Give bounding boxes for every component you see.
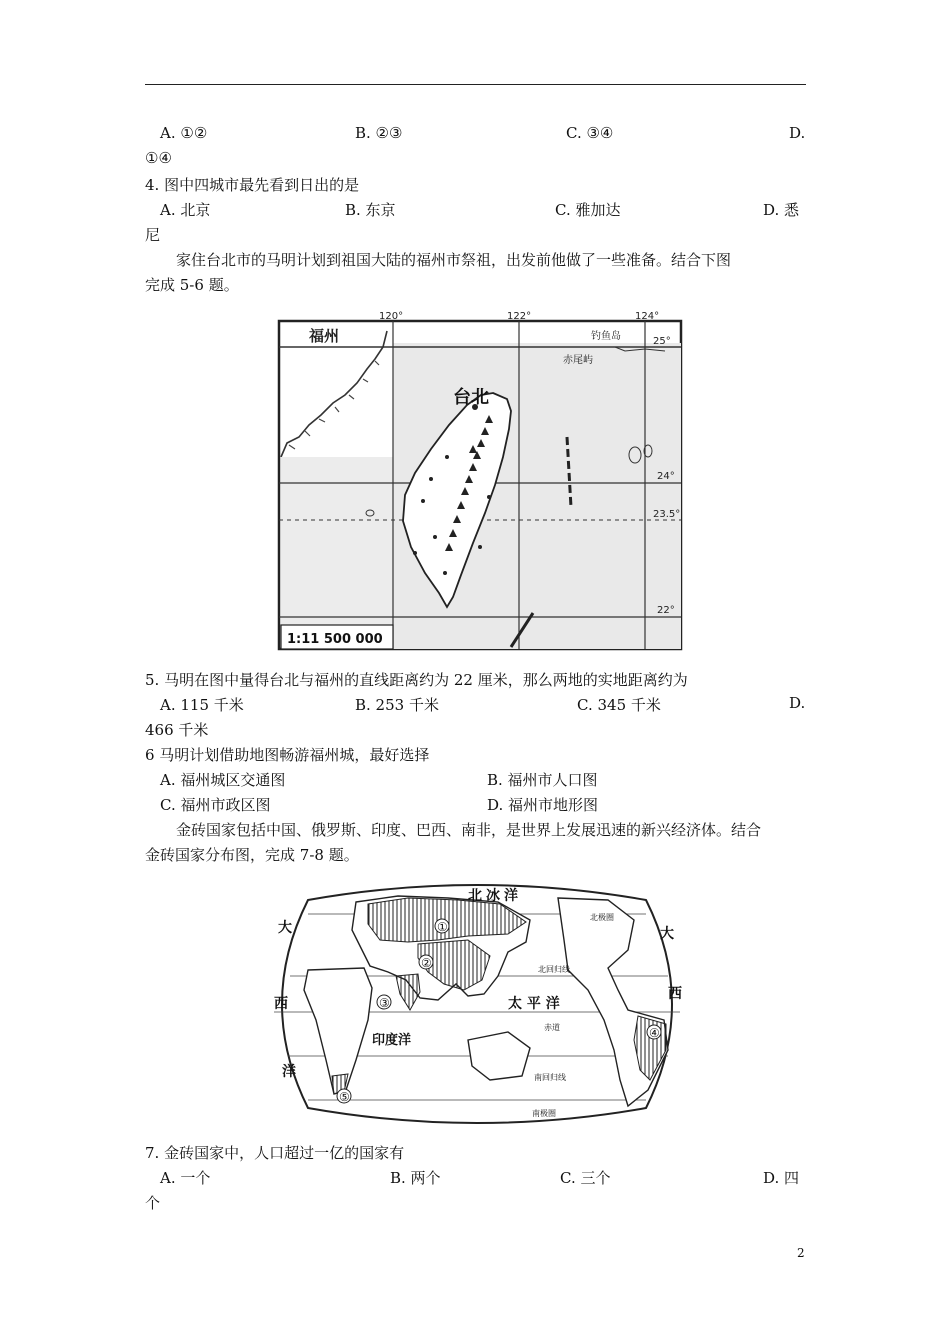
label-atlantic-right-2: 西 (668, 986, 682, 1002)
intro-7-8-line1: 金砖国家包括中国、俄罗斯、印度、巴西、南非，是世界上发展迅速的新兴经济体。结合 (176, 821, 762, 839)
q5-option-d-prefix[interactable]: D. (789, 694, 806, 712)
marker-4: ④ (649, 1026, 660, 1040)
lon-label-120: 120° (379, 311, 404, 322)
city-fuzhou: 福州 (309, 327, 340, 345)
q3-option-a[interactable]: A. ①② (160, 124, 208, 142)
q5-option-a[interactable]: A. 115 千米 (160, 696, 244, 714)
city-taipei: 台北 (453, 387, 489, 408)
q7-option-c[interactable]: C. 三个 (560, 1169, 611, 1187)
q5-stem: 5. 马明在图中量得台北与福州的直线距离约为 22 厘米，那么两地的实地距离约为 (145, 671, 688, 689)
intro-7-8-line2: 金砖国家分布图，完成 7-8 题。 (145, 846, 359, 864)
lat-label-25: 25° (653, 336, 671, 347)
lat-label-22: 22° (657, 605, 675, 616)
label-arctic-ocean: 北冰洋 (468, 888, 522, 904)
q3-option-d-text: ①④ (145, 149, 172, 167)
page-number: 2 (797, 1246, 805, 1260)
label-atlantic-left-2: 西 (274, 996, 288, 1012)
q4-option-a[interactable]: A. 北京 (160, 201, 211, 219)
q4-stem: 4. 图中四城市最先看到日出的是 (145, 176, 360, 194)
lat-label-24: 24° (657, 471, 675, 482)
q7-option-b[interactable]: B. 两个 (390, 1169, 441, 1187)
label-antarctic-circle: 南极圈 (532, 1109, 556, 1118)
marker-3: ③ (379, 996, 390, 1010)
q4-option-d-tail: 尼 (145, 226, 161, 244)
intro-5-6-line1: 家住台北市的马明计划到祖国大陆的福州市祭祖，出发前他做了一些准备。结合下图 (176, 251, 732, 269)
q6-stem: 6 马明计划借助地图畅游福州城，最好选择 (145, 746, 430, 764)
q5-option-c[interactable]: C. 345 千米 (577, 696, 661, 714)
label-atlantic-left-3: 洋 (282, 1064, 296, 1080)
label-tropic-cancer: 北回归线 (538, 965, 570, 974)
island-chiwei: 赤尾屿 (563, 355, 593, 366)
q4-option-c[interactable]: C. 雅加达 (555, 201, 621, 219)
label-arctic-circle: 北极圈 (590, 913, 614, 922)
q4-option-d-prefix[interactable]: D. 悉 (763, 201, 800, 219)
q4-option-b[interactable]: B. 东京 (345, 201, 396, 219)
island-diaoyu: 钓鱼岛 (591, 331, 621, 342)
q3-option-b[interactable]: B. ②③ (355, 124, 403, 142)
label-atlantic-right-1: 大 (660, 926, 674, 942)
q6-option-c[interactable]: C. 福州市政区图 (160, 796, 271, 814)
q7-option-d-tail: 个 (145, 1194, 161, 1212)
marker-1: ① (437, 920, 448, 934)
label-equator: 赤道 (544, 1023, 560, 1032)
lon-label-124: 124° (635, 311, 660, 322)
map-scale: 1:11 500 000 (287, 632, 383, 647)
q6-option-d[interactable]: D. 福州市地形图 (487, 796, 599, 814)
q6-option-a[interactable]: A. 福州城区交通图 (160, 771, 286, 789)
q7-option-d-prefix[interactable]: D. 四 (763, 1169, 800, 1187)
header-rule (145, 84, 806, 85)
lat-label-23-5: 23.5° (653, 509, 681, 520)
q5-option-b[interactable]: B. 253 千米 (355, 696, 439, 714)
label-indian-ocean: 印度洋 (372, 1033, 412, 1048)
marker-5: ⑤ (339, 1090, 350, 1104)
q5-option-d-text: 466 千米 (145, 721, 209, 739)
q3-option-d-prefix[interactable]: D. (789, 124, 806, 142)
q6-option-b[interactable]: B. 福州市人口图 (487, 771, 598, 789)
lon-label-122: 122° (507, 311, 532, 322)
marker-2: ② (421, 956, 432, 970)
taiwan-map (275, 307, 687, 652)
label-pacific-ocean: 太 平 洋 (508, 996, 560, 1012)
q3-option-c[interactable]: C. ③④ (566, 124, 614, 142)
label-atlantic-left-1: 大 (278, 920, 292, 936)
intro-5-6-line2: 完成 5-6 题。 (145, 276, 239, 294)
q7-stem: 7. 金砖国家中，人口超过一亿的国家有 (145, 1144, 405, 1162)
world-map (268, 880, 686, 1128)
q7-option-a[interactable]: A. 一个 (160, 1169, 211, 1187)
label-tropic-capricorn: 南回归线 (534, 1073, 566, 1082)
